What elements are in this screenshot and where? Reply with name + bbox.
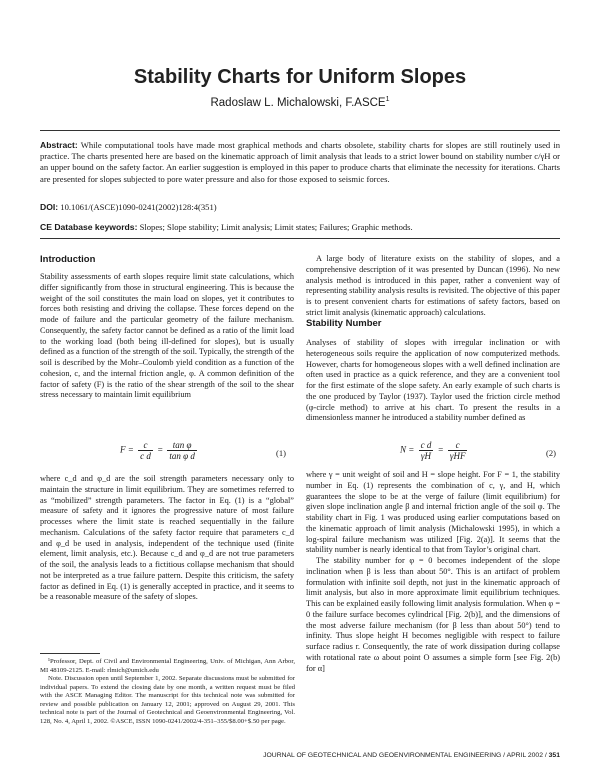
left-column-para-2 [40,474,294,603]
footnote-author: ¹Professor, Dept. of Civil and Environmental Engineering, Univ. of Michigan, Ann Arbor, MI 48109-2125. E-mail: rlmich@umich.edu [40,658,295,674]
keywords-label: CE Database keywords: [40,222,138,232]
eq1-num2: tan φ [172,440,192,450]
footnote-note: Note. Discussion open until September 1, 2002. Separate discussions must be submitted for individual papers. To extend the closing date by one month, a written request must be filed with the ASCE Managing Editor. The manuscript for this technical note was submitted for review and possible publication on January 12, 2001; approved on August 29, 2001. This technical note is part of the Journal of Geotechnical and Geoenvironmental Engineering, Vol. 128, No. 4, April 1, 2002. ©ASCE, ISSN 1090-0241/2002/4-351–355/$8.00+$.50 per page. [40,675,295,725]
footnote-rule [40,653,100,654]
footnotes [40,658,295,726]
eq1-den2: tan φ d [169,451,195,461]
doi-label: DOI: [40,202,59,212]
literature-paragraph: A large body of literature exists on the stability of slopes, and a comprehensive description of it was presented by Duncan (1996). No new analysis method is introduced in this paper, rather a convenient way of representing stability analysis results is revisited. The objective of this paper is to present convenient charts for estimations of safety factors, based on strict limit analysis (kinematic approach) calculations. [306,254,560,317]
eq1-equals: = [157,444,164,455]
author-footnote-mark: 1 [385,96,390,103]
eq1-num1: c [143,440,148,450]
abstract [40,140,560,185]
footer-page-number: 351 [548,752,560,759]
right-column-para-3 [306,470,560,674]
eq1-lhs: F = [120,444,134,455]
footer-journal: JOURNAL OF GEOTECHNICAL AND GEOENVIRONMENTAL ENGINEERING / APRIL 2002 / [263,752,547,759]
right-column-para-2 [306,338,560,424]
top-rule [40,130,560,131]
eq2-lhs: N = [400,444,415,455]
eq2-num2: c [455,440,460,450]
author-line [0,96,600,109]
intro-paragraph-1: Stability assessments of earth slopes require limit state calculations, which differ significantly from those in structural engineering. This is because the weight of the soil constitutes the main load on slopes, yet it contributes to forces both resisting and driving the collapse. These forces depend on the mode of failure and the particular geometry of the failure mechanism. Consequently, the safety factor cannot be defined as a ratio of the limit load to the working load (both being ill-defined for slopes), but is usually defined as a function of the strength of the soil. Typically, the strength of the soil is described by the Mohr–Coulomb yield condition as a function of the cohesion, c, and the internal friction angle, φ. A common definition of the factor of safety (F) is the ratio of the shear strength of the soil to the shear stress necessary to maintain limit equilibrium [40,272,294,400]
author-name: Radoslaw L. Michalowski, F.ASCE [210,96,386,109]
left-column-para-1 [40,272,294,401]
section-rule [40,238,560,239]
eq1-den1: c d [140,451,151,461]
stability-number-heading: Stability Number [306,318,382,329]
equation-1 [120,440,199,461]
doi-value: 10.1061/(ASCE)1090-0241(2002)128:4(351) [60,202,217,212]
stability-paragraph-2: where γ = unit weight of soil and H = slope height. For F = 1, the stability number in Eq. (1) represents the combination of c, γ, and H, which guarantees the slope to be at the verge of failure (limit equilibrium) for given slope inclination angle β and internal friction angle of the soil φ. The stability chart in Fig. 1 was produced using earlier computations based on the kinematic approach of limit analysis (Michalowski 1995), in which a log-spiral failure mechanism was utilized [Fig. 2(a)]. It seems that the stability number is nearly identical to that from Taylor’s original chart. [306,470,560,555]
intro-paragraph-2: where c_d and φ_d are the soil strength parameters necessary only to maintain the structure in limit equilibrium. They are sometimes referred to as “mobilized” strength parameters. The factor in Eq. (1) is a “global” measure of safety and it ignores the progressive nature of most failure processes where the limit state is reached sequentially in the failure mechanism. Calculations of the safety factor require that parameters c_d and φ_d be used in analysis, independent of the technique used (finite element, limit analysis, etc.). Because c_d and φ_d are not true parameters of the soil, the analysis leads to a fictitious collapse mechanism that should not be interpreted as a true failure pattern. Despite this criticism, the safety factor as defined in Eq. (1) is generally accepted in practice, and it seems to be a reasonable measure of the safety of slopes. [40,474,294,602]
eq2-equals: = [437,444,444,455]
paper-title: Stability Charts for Uniform Slopes [133,66,467,88]
doi-line [40,202,217,212]
running-footer [263,752,560,759]
right-column-para-1 [306,254,560,319]
stability-paragraph-1: Analyses of stability of slopes with irregular inclination or with heterogeneous soils require the application of now computerized methods. However, charts for homogeneous slopes with a well defined inclination are often used in practice as a quick reference, and they are a convenient tool for the first estimate of the slope safety. An early example of such charts is the one produced by Taylor (1937). Taylor used the friction circle method (φ-circle method) to arrive at his chart. To present the results in a dimensionless manner he introduced a stability number defined as [306,338,560,423]
abstract-text: While computational tools have made most graphical methods and charts obsolete, stability charts for slopes are still routinely used in practice. The charts presented here are based on the kinematic approach of limit analysis that leads to a strict lower bound on stability number c/γH or an upper bound on the safety factor. An earlier suggestion is employed in this paper to produce charts that eliminate the necessity for iterations. Charts are presented for slopes subjected to pore water pressure and also for those exposed to seismic forces. [40,140,561,184]
abstract-label: Abstract: [40,140,78,150]
keywords-value: Slopes; Slope stability; Limit analysis; Limit states; Failures; Graphic methods. [139,222,413,232]
equation-1-number: (1) [276,448,286,458]
equation-2-number: (2) [546,448,556,458]
eq2-den1: γH [420,451,431,461]
introduction-heading: Introduction [40,254,96,265]
stability-paragraph-3: The stability number for φ = 0 becomes independent of the slope inclination when β is less than about 50°. This is an artifact of problem formulation with infinite soil depth, not just in the kinematic approach of limit analysis, but also in more approximate limit equilibrium techniques. This can be explained easily following limit analysis formulation. When φ = 0 the failure surface becomes cylindrical [Fig. 2(b)], and the dimensions of the most adverse failure mechanism (for β less than about 50°) tend to infinity. Thus slope height H becomes negligible with respect to failure surface radius r. Consequently, the rate of work dissipation during collapse with rotational rate ω about point O assumes a simple form [see Fig. 2(b) for α] [306,556,560,673]
keywords-line [40,222,560,232]
eq2-den2: γHF [449,451,466,461]
equation-2 [400,440,469,461]
eq2-num1: c d [420,440,432,450]
